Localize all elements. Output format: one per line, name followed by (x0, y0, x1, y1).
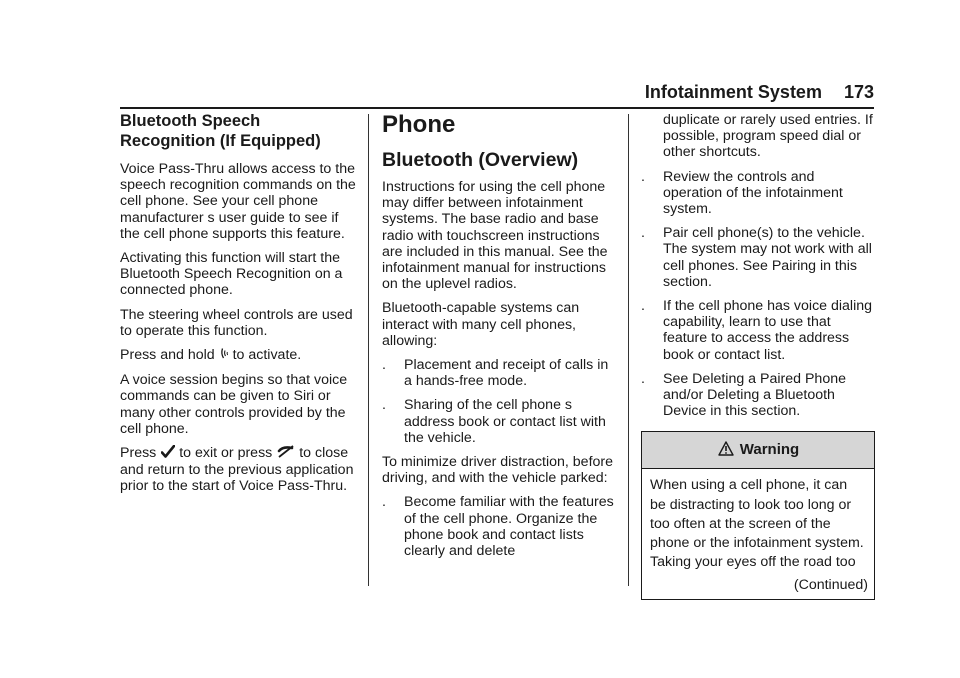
list-item (382, 357, 616, 389)
bullet-marker: . (382, 357, 386, 374)
paragraph: Voice Pass-Thru allows access to the speech recognition commands on the cell phone. See your cell phone manufacturer s user guide to see if the cell phone supports this feature. (120, 161, 356, 242)
push-to-talk-icon (220, 347, 229, 364)
checkmark-icon (161, 445, 175, 462)
section-heading: Bluetooth (Overview) (382, 149, 579, 171)
list-item (641, 225, 875, 290)
paragraph (120, 347, 356, 364)
end-call-icon (277, 445, 295, 462)
list-item-text: If the cell phone has voice dialing capability, learn to use that feature to access the address book or contact list. (663, 298, 873, 363)
list-item (382, 494, 616, 559)
paragraph: The steering wheel controls are used to operate this function. (120, 306, 353, 339)
column-1 (120, 112, 356, 503)
warning-text: When using a cell phone, it can be distracting to look too long or too often at the screen of the phone or the infotainment system. Taking your eyes off the road too (650, 477, 864, 571)
paragraph (120, 445, 356, 495)
bullet-marker: . (641, 370, 645, 387)
text: to exit or press (179, 445, 273, 462)
text: Press and hold (120, 347, 215, 364)
continued-label: (Continued) (793, 577, 868, 594)
section-title: Infotainment System (644, 82, 822, 102)
list-item-text: See Deleting a Paired Phone and/or Deleting a Bluetooth Device in this section. (663, 370, 846, 420)
list-item (641, 169, 875, 218)
bullet-marker: . (382, 494, 386, 511)
page-number: 173 (843, 82, 874, 102)
paragraph: To minimize driver distraction, before driving, and with the vehicle parked: (382, 454, 614, 487)
list-item-text: Sharing of the cell phone s address book or contact list with the vehicle. (404, 397, 606, 446)
paragraph: A voice session begins so that voice commands can be given to Siri or many other controls provided by the cell phone. (120, 372, 348, 437)
list-item (641, 298, 875, 363)
warning-header (642, 432, 874, 469)
text: to close and return to the previous application prior to the start of Voice Pass-Thru. (120, 445, 354, 495)
column-3 (641, 112, 875, 600)
column-2 (382, 112, 616, 567)
paragraph: Instructions for using the cell phone may differ between infotainment systems. The base radio and base radio with touchscreen instructions are included in this manual. See the infotainment manual for instructions on the uplevel radios. (382, 179, 608, 293)
column-divider (628, 114, 629, 586)
list-item-text: Become familiar with the features of the cell phone. Organize the phone book and contact lists clearly and delete (404, 494, 614, 560)
page-header (645, 82, 874, 103)
list-item (641, 371, 875, 420)
list-item-continuation: duplicate or rarely used entries. If possible, program speed dial or other shortcuts. (663, 112, 873, 161)
bullet-marker: . (641, 298, 645, 315)
bullet-marker: . (641, 168, 645, 185)
paragraph: Activating this function will start the Bluetooth Speech Recognition on a connected phone. (120, 250, 343, 299)
column-divider (368, 114, 369, 586)
list-item-text: Pair cell phone(s) to the vehicle. The system may not work with all cell phones. See Pairing in this section. (663, 225, 872, 290)
text: to activate. (232, 347, 302, 364)
header-rule (120, 107, 874, 109)
list-item (382, 397, 616, 446)
list-item-text: Placement and receipt of calls in a hands-free mode. (404, 357, 609, 390)
warning-box (641, 431, 875, 600)
bullet-marker: . (641, 225, 645, 242)
warning-title: Warning (739, 441, 800, 459)
list-item-text: Review the controls and operation of the infotainment system. (663, 168, 843, 218)
bullet-marker: . (382, 397, 386, 414)
text: Press (120, 445, 157, 462)
paragraph: Bluetooth-capable systems can interact with many cell phones, allowing: (382, 300, 580, 349)
warning-icon (718, 434, 734, 470)
section-heading: Bluetooth Speech Recognition (If Equipped) (120, 112, 321, 150)
chapter-title: Phone (382, 111, 456, 138)
